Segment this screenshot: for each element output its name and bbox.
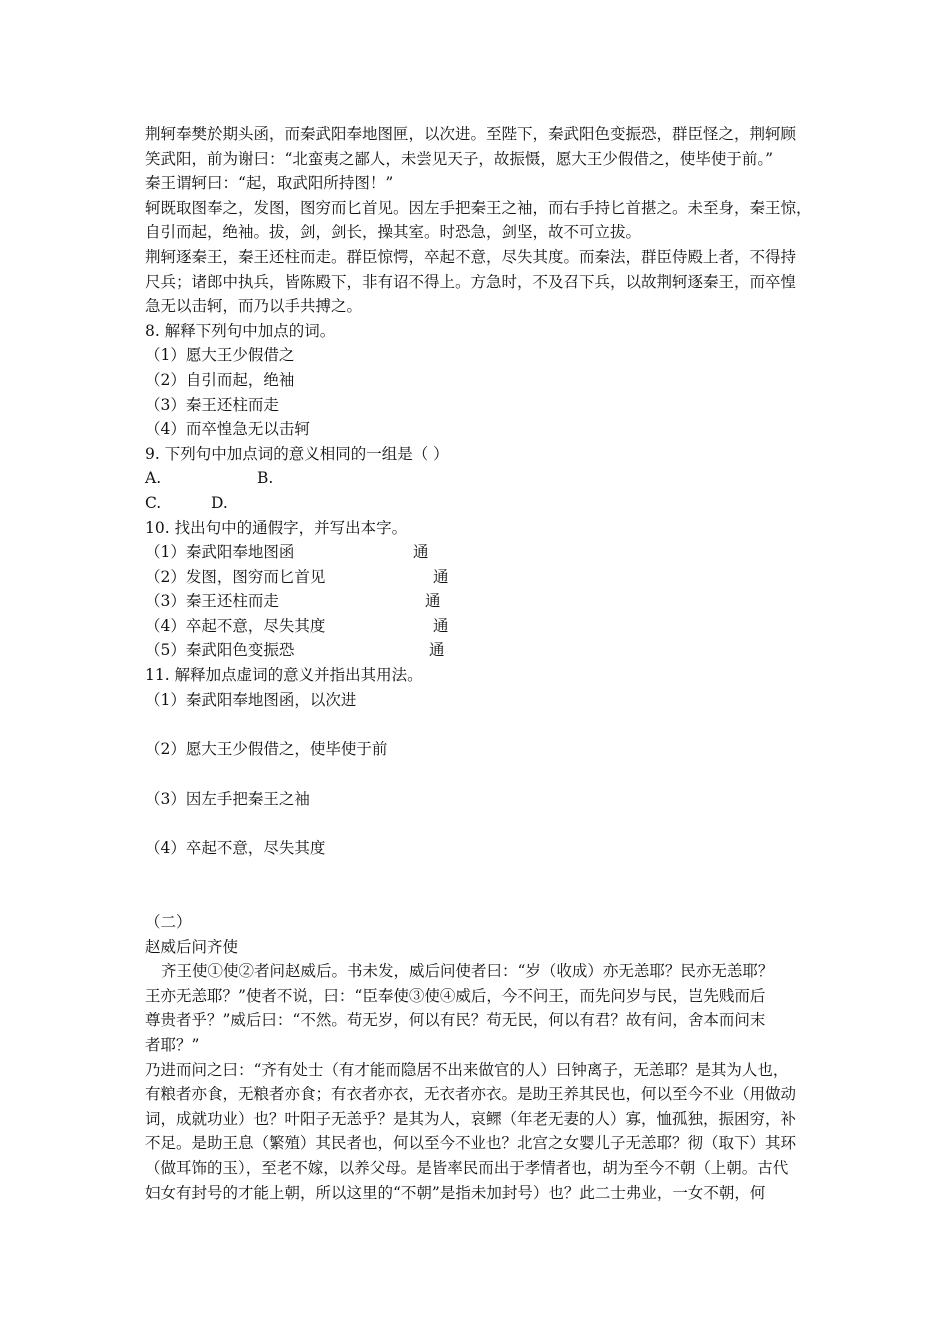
item-text: （1）秦武阳奉地图函 <box>145 543 295 562</box>
question-10 <box>145 516 815 664</box>
passage-line: 急无以击轲，而乃以手共搏之。 <box>145 297 363 316</box>
passage-line: 荆轲奉樊於期头函，而秦武阳奉地图匣，以次进。至陛下，秦武阳色变振恐，群臣怪之，荆轲顾 <box>145 125 797 143</box>
answer-space <box>145 712 815 737</box>
passage-line: 词，成就功业）也？叶阳子无恙乎？是其为人，哀鳏（年老无妻的人）寡，恤孤独，振困穷，补 <box>145 1109 797 1128</box>
question-8 <box>145 319 815 442</box>
passage-zhao-wei-hou <box>145 910 815 1205</box>
passage-line: 自引而起，绝袖。拔，剑，剑长，操其室。时恐急，剑坚，故不可立拔。 <box>145 223 642 242</box>
passage-line: 荆轲逐秦王，秦王还柱而走。群臣惊愕，卒起不意，尽失其度。而秦法，群臣侍殿上者，不得持 <box>145 247 797 266</box>
passage-line: 妇女有封号的才能上朝，所以这里的“不朝”是指未加封号）也？此二士弗业，一女不朝，何 <box>145 1183 766 1202</box>
passage-line: 秦王谓轲曰：“起，取武阳所持图！” <box>145 174 394 193</box>
passage-line: 者耶？” <box>145 1036 200 1054</box>
tong-label: 通 <box>413 543 429 562</box>
question-item: （2）愿大王少假借之，使毕使于前 <box>145 740 388 759</box>
tong-label: 通 <box>433 616 449 635</box>
question-item <box>145 589 815 614</box>
choice-row <box>145 466 815 491</box>
question-title: 9. 下列句中加点词的意义相同的一组是（ ） <box>145 444 449 463</box>
choice-c: C. <box>145 493 162 512</box>
section-title: 赵威后问齐使 <box>145 937 239 956</box>
item-text: （4）卒起不意，尽失其度 <box>145 616 326 635</box>
question-item: （4）卒起不意，尽失其度 <box>145 839 326 858</box>
tong-label: 通 <box>425 592 441 611</box>
answer-space <box>145 811 815 836</box>
choice-row <box>145 491 815 516</box>
question-item: （3）秦王还柱而走 <box>145 395 279 414</box>
passage-line: 笑武阳，前为谢曰：“北蛮夷之鄙人，未尝见天子，故振慑，愿大王少假借之，使毕使于前。” <box>145 149 774 168</box>
passage-line: （做耳饰的玉），至老不嫁，以养父母。是皆率民而出于孝情者也，胡为至今不朝（上朝。古代 <box>145 1158 789 1177</box>
passage-line: 有粮者亦食，无粮者亦食；有衣者亦衣，无衣者亦衣。是助王养其民也，何以至今不业（用做动 <box>145 1085 797 1104</box>
document-page <box>145 122 815 1205</box>
tong-label: 通 <box>429 641 445 660</box>
question-item <box>145 565 815 590</box>
question-item: （4）而卒惶急无以击轲 <box>145 420 310 439</box>
question-item: （3）因左手把秦王之袖 <box>145 789 310 808</box>
section-spacer <box>145 861 815 910</box>
item-text: （3）秦王还柱而走 <box>145 592 279 611</box>
choice-b: B. <box>257 469 274 488</box>
item-text: （2）发图，图穷而匕首见 <box>145 567 326 586</box>
question-item <box>145 638 815 663</box>
choice-a: A. <box>145 469 162 488</box>
question-item: （1）秦武阳奉地图函，以次进 <box>145 690 357 709</box>
question-item <box>145 540 815 565</box>
passage-line: 尺兵；诸郎中执兵，皆陈殿下，非有诏不得上。方急时，不及召下兵，以故荆轲逐秦王，而卒惶 <box>145 272 797 291</box>
item-text: （5）秦武阳色变振恐 <box>145 641 295 660</box>
question-item <box>145 614 815 639</box>
question-title: 8. 解释下列句中加点的词。 <box>145 321 336 340</box>
answer-space <box>145 762 815 787</box>
question-title: 10. 找出句中的通假字，并写出本字。 <box>145 518 408 537</box>
question-item: （1）愿大王少假借之 <box>145 346 295 365</box>
choice-d: D. <box>211 493 228 512</box>
passage-line: 尊贵者乎？”威后曰：“不然。苟无岁，何以有民？苟无民，何以有君？故有问，舍本而问末 <box>145 1011 766 1030</box>
section-label: （二） <box>145 913 192 932</box>
passage-jingke <box>145 122 815 319</box>
tong-label: 通 <box>433 567 449 586</box>
passage-line: 王亦无恙耶？”使者不说，曰：“臣奉使③使④威后，今不问王，而先问岁与民，岂先贱而后 <box>145 986 766 1005</box>
passage-line: 轲既取图奉之，发图，图穷而匕首见。因左手把秦王之袖，而右手持匕首揕之。未至身，秦王惊， <box>145 198 812 217</box>
question-11 <box>145 663 815 861</box>
question-9 <box>145 442 815 516</box>
question-item: （2）自引而起，绝袖 <box>145 370 295 389</box>
question-title: 11. 解释加点虚词的意义并指出其用法。 <box>145 666 423 685</box>
passage-line: 乃进而问之曰：“齐有处士（有才能而隐居不出来做官的人）曰钟离子，无恙耶？是其为人也， <box>145 1060 789 1079</box>
passage-line: 不足。是助王息（繁殖）其民者也，何以至今不业也？北宫之女婴儿子无恙耶？彻（取下）其环 <box>145 1134 797 1153</box>
passage-line: 齐王使①使②者问赵威后。书未发，威后问使者曰：“岁（收成）亦无恙耶？民亦无恙耶？ <box>161 962 774 981</box>
